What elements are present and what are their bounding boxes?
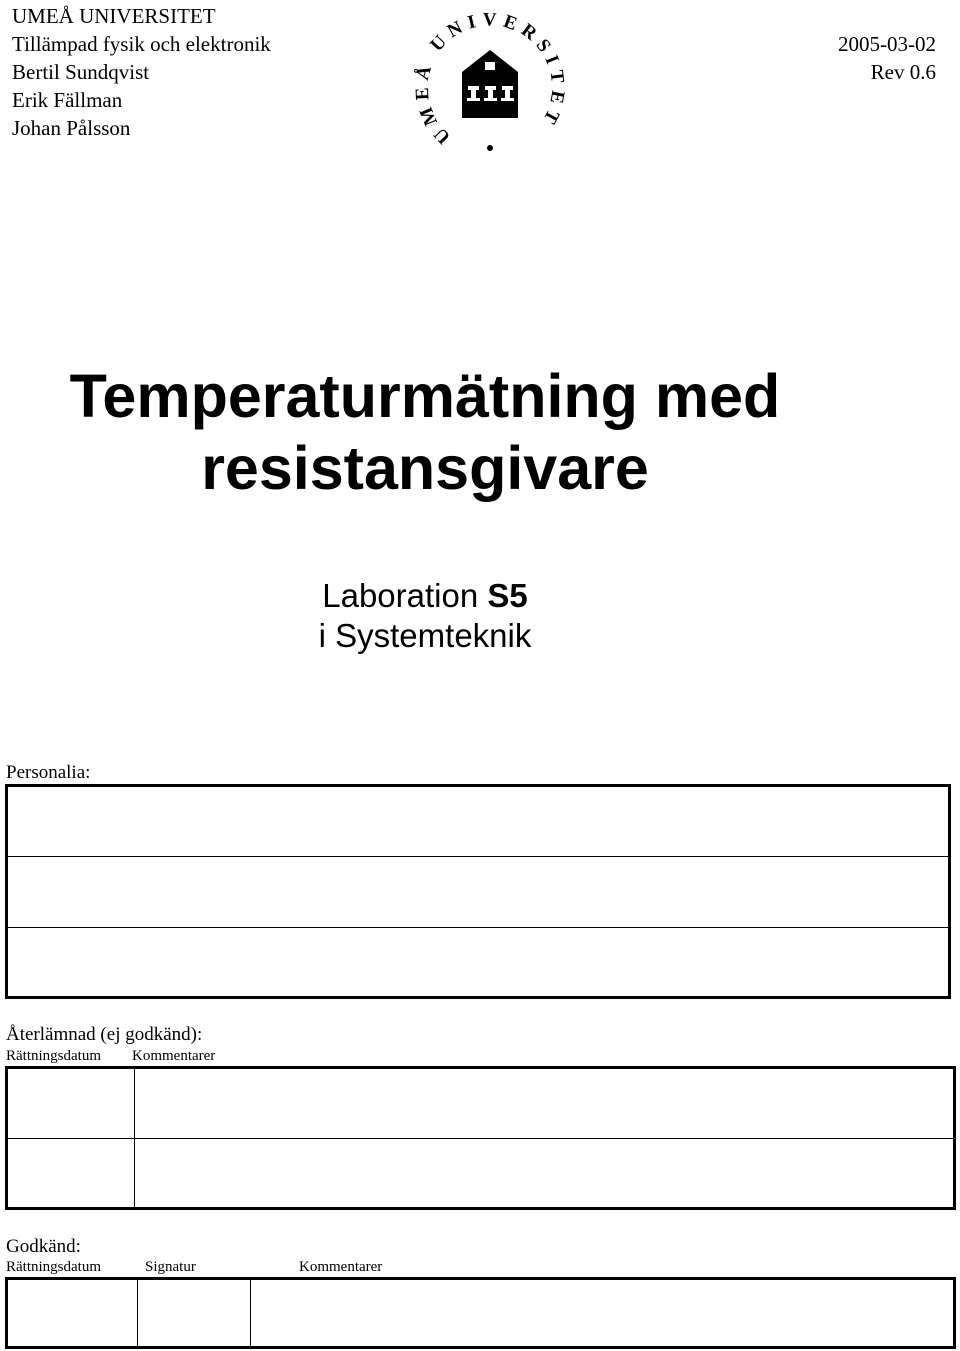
- approved-col-divider-2: [250, 1280, 251, 1346]
- approved-col-signature: Signatur: [145, 1259, 196, 1275]
- personalia-label: Personalia:: [6, 762, 91, 783]
- title-line-1: Temperaturmätning med: [69, 362, 781, 430]
- department-name: Tillämpad fysik och elektronik: [12, 32, 271, 56]
- course-line: i Systemteknik: [318, 617, 532, 654]
- author-3: Johan Pålsson: [12, 116, 131, 140]
- approved-box[interactable]: [5, 1277, 956, 1349]
- returned-col-date: Rättningsdatum: [6, 1048, 101, 1064]
- lab-prefix: Laboration: [322, 577, 479, 614]
- institution-name: UMEÅ UNIVERSITET: [12, 4, 216, 28]
- approved-col-date: Rättningsdatum: [6, 1259, 101, 1275]
- header-right: [838, 30, 936, 86]
- approved-col-divider-1: [137, 1280, 138, 1346]
- personalia-row-divider-2: [8, 927, 948, 928]
- page-title: [0, 360, 850, 504]
- document-revision: Rev 0.6: [870, 60, 936, 84]
- title-line-2: resistansgivare: [201, 434, 649, 502]
- university-seal-icon: [405, 10, 570, 160]
- author-1: Bertil Sundqvist: [12, 60, 150, 84]
- subtitle: [0, 576, 850, 656]
- approved-col-comments: Kommentarer: [299, 1259, 383, 1275]
- lab-code: S5: [487, 577, 528, 614]
- approved-label: Godkänd:: [6, 1236, 81, 1257]
- lab-line: [0, 576, 850, 616]
- header-left: [12, 2, 271, 142]
- returned-col-comments: Kommentarer: [132, 1048, 216, 1064]
- personalia-box[interactable]: [5, 784, 951, 999]
- returned-label: Återlämnad (ej godkänd):: [6, 1024, 203, 1045]
- returned-row-divider: [8, 1138, 953, 1139]
- document-date: 2005-03-02: [838, 32, 936, 56]
- author-2: Erik Fällman: [12, 88, 123, 112]
- returned-box[interactable]: [5, 1066, 956, 1210]
- personalia-row-divider-1: [8, 856, 948, 857]
- seal-ring-text: UMEÅ UNIVERSITET: [411, 10, 569, 148]
